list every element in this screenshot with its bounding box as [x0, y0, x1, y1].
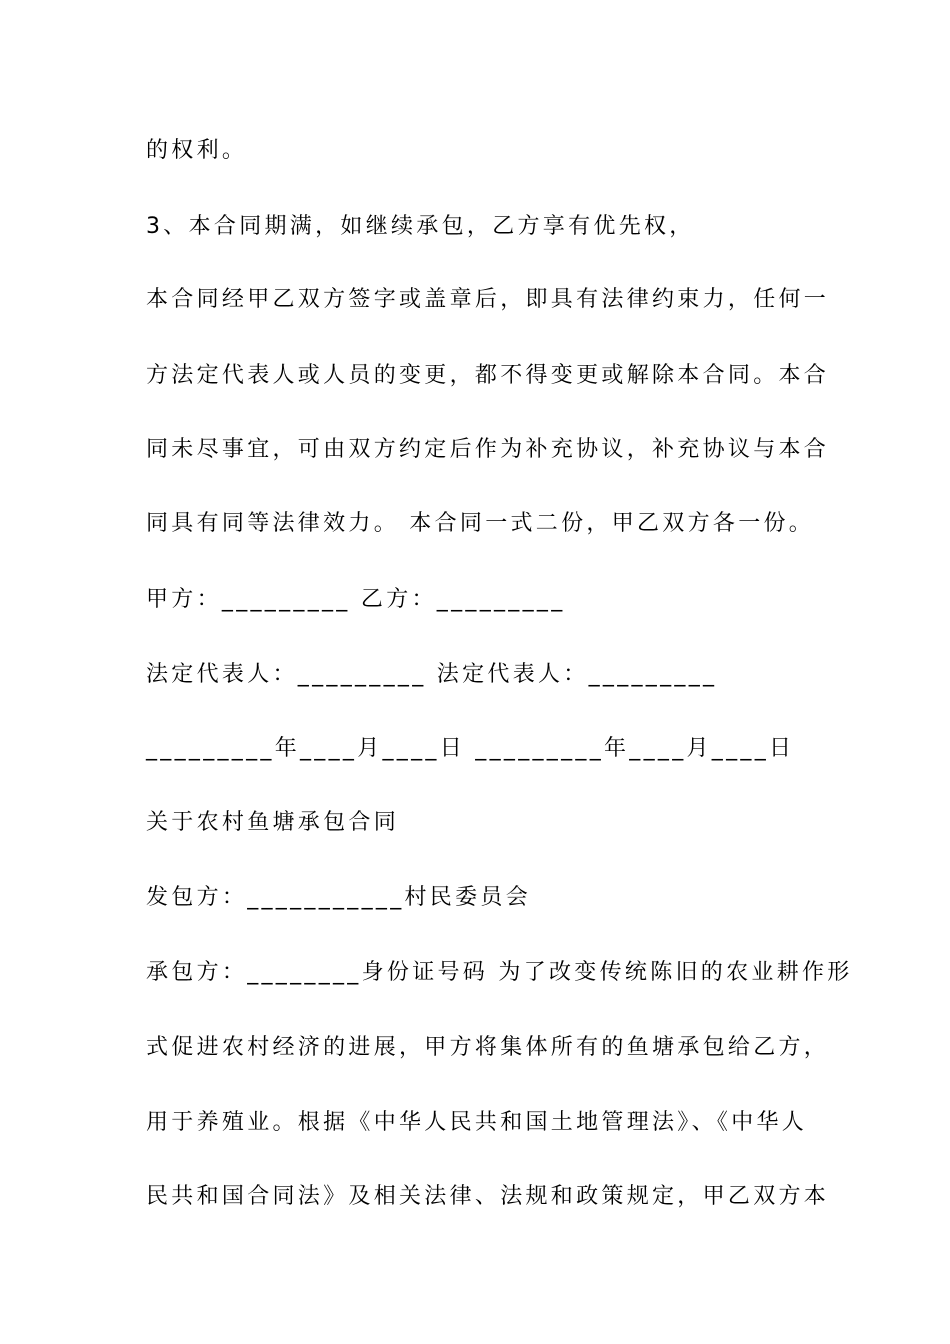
text-line: 本合同经甲乙双方签字或盖章后，即具有法律约束力，任何一: [146, 287, 830, 312]
signature-line-dates: _________年____月____日 _________年____月____日: [146, 736, 795, 761]
contractor-line: 发包方：___________村民委员会: [146, 885, 532, 910]
text-line: 同具有同等法律效力。 本合同一式二份，甲乙双方各一份。: [146, 511, 815, 536]
text-line: 3、本合同期满，如继续承包，乙方享有优先权，: [146, 214, 695, 239]
text-line: 民共和国合同法》及相关法律、法规和政策规定，甲乙双方本: [146, 1184, 830, 1209]
text-line: 同未尽事宜，可由双方约定后作为补充协议，补充协议与本合: [146, 437, 830, 462]
signature-line-parties: 甲方：_________ 乙方：_________: [146, 587, 566, 612]
text-line: 用于养殖业。根据《中华人民共和国土地管理法》、《中华人: [146, 1110, 808, 1135]
contract-title: 关于农村鱼塘承包合同: [146, 810, 400, 835]
text-line: 方法定代表人或人员的变更，都不得变更或解除本合同。本合: [146, 363, 830, 388]
contractee-line: 承包方：________身份证号码 为了改变传统陈旧的农业耕作形: [146, 960, 853, 985]
text-line: 式促进农村经济的进展，甲方将集体所有的鱼塘承包给乙方，: [146, 1035, 830, 1060]
text-line: 的权利。: [146, 138, 248, 163]
signature-line-representatives: 法定代表人：_________ 法定代表人：_________: [146, 662, 718, 687]
